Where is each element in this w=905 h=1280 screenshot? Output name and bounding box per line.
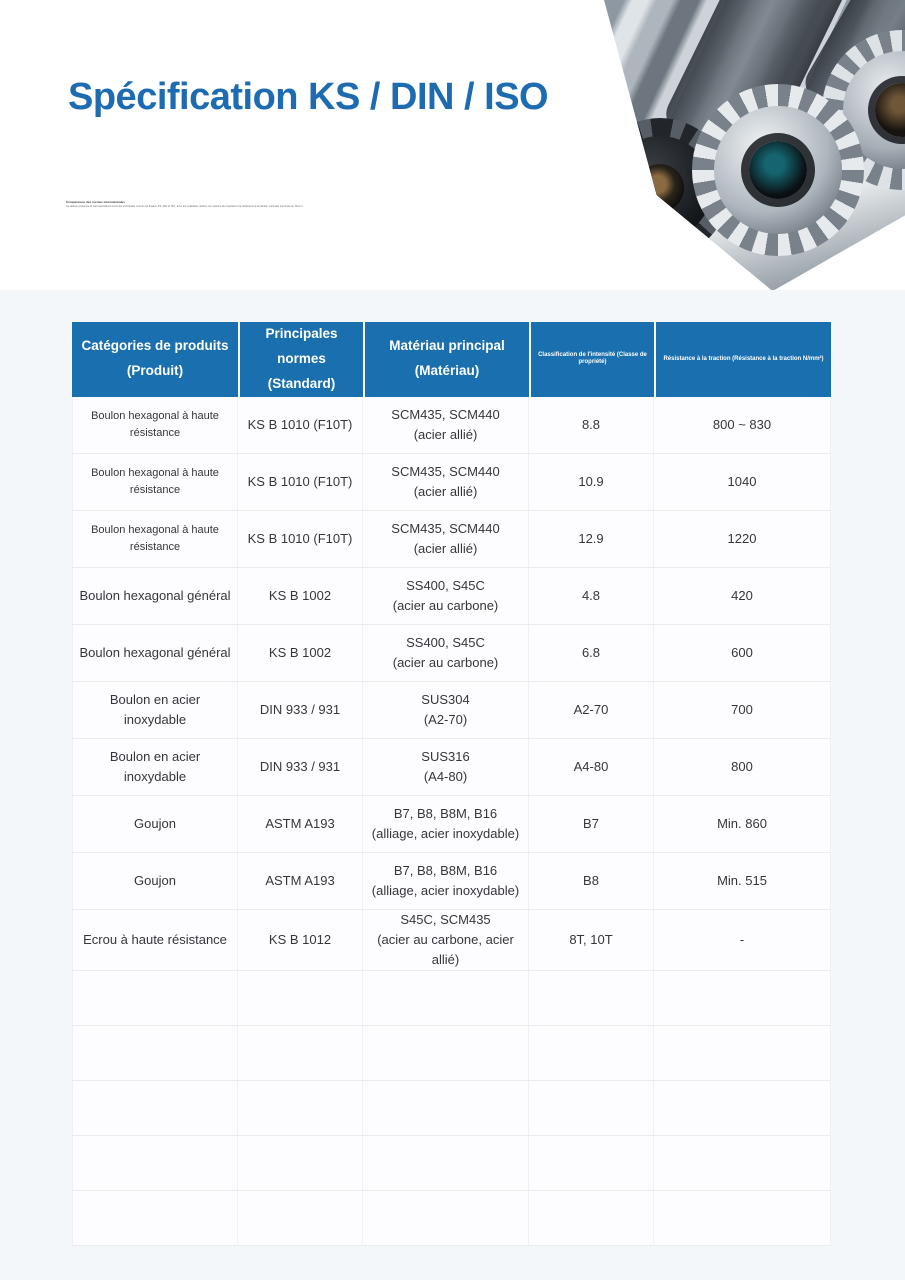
empty-row	[72, 1191, 831, 1246]
table-row	[72, 454, 831, 511]
col-header-product: Catégories de produits (Produit)	[72, 322, 238, 397]
cell-material: SUS304 (A2-70)	[363, 682, 529, 739]
empty-cell	[238, 1081, 363, 1136]
empty-cell	[529, 1136, 654, 1191]
empty-cell	[654, 971, 831, 1026]
empty-cell	[529, 1026, 654, 1081]
empty-cell	[529, 1081, 654, 1136]
cell-class: 8.8	[529, 397, 654, 454]
hero-section	[0, 0, 905, 290]
cell-standard: KS B 1012	[238, 910, 363, 971]
cell-standard: DIN 933 / 931	[238, 739, 363, 796]
table-row	[72, 739, 831, 796]
content-area	[0, 290, 905, 1280]
header-row	[72, 322, 831, 397]
table-row	[72, 682, 831, 739]
page-title: Spécification KS / DIN / ISO	[68, 76, 549, 118]
fine-print	[66, 200, 418, 209]
cell-material: SUS316 (A4-80)	[363, 739, 529, 796]
fine-print-body: Ce tableau présente la correspondance entre les principales normes de fixation KS, DIN et ISO, avec les matériaux utilisés, les classes de propriété et la résistance à la traction minimale exprimée en N/mm².	[66, 204, 304, 208]
empty-cell	[72, 1026, 238, 1081]
table-row	[72, 625, 831, 682]
cell-standard: DIN 933 / 931	[238, 682, 363, 739]
cell-tensile: 1220	[654, 511, 831, 568]
table-row	[72, 397, 831, 454]
table-row	[72, 910, 831, 971]
gear-hub	[749, 141, 808, 200]
cell-material: B7, B8, B8M, B16 (alliage, acier inoxydable)	[363, 796, 529, 853]
cell-category: Boulon hexagonal général	[72, 625, 238, 682]
empty-cell	[238, 1026, 363, 1081]
empty-cell	[363, 1136, 529, 1191]
cell-class: 6.8	[529, 625, 654, 682]
cell-material: SCM435, SCM440 (acier allié)	[363, 397, 529, 454]
empty-cell	[72, 1136, 238, 1191]
table-row	[72, 796, 831, 853]
col-header-material: Matériau principal (Matériau)	[363, 322, 529, 397]
cell-material: SCM435, SCM440 (acier allié)	[363, 511, 529, 568]
empty-cell	[363, 1191, 529, 1246]
cell-material: B7, B8, B8M, B16 (alliage, acier inoxydable)	[363, 853, 529, 910]
cell-standard: KS B 1002	[238, 568, 363, 625]
empty-cell	[654, 1136, 831, 1191]
cell-class: B8	[529, 853, 654, 910]
cell-category: Boulon en acier inoxydable	[72, 739, 238, 796]
empty-cell	[363, 971, 529, 1026]
cell-category: Boulon hexagonal à haute résistance	[72, 511, 238, 568]
empty-cell	[363, 1081, 529, 1136]
cell-standard: ASTM A193	[238, 853, 363, 910]
cell-class: B7	[529, 796, 654, 853]
cell-category: Goujon	[72, 796, 238, 853]
empty-row	[72, 1081, 831, 1136]
cell-tensile: 800 ~ 830	[654, 397, 831, 454]
empty-cell	[238, 1136, 363, 1191]
empty-row	[72, 1026, 831, 1081]
cell-category: Boulon hexagonal général	[72, 568, 238, 625]
cell-tensile: Min. 515	[654, 853, 831, 910]
gear-hub	[636, 164, 684, 212]
fine-print-heading: Comparaison des normes internationales	[66, 200, 126, 204]
cell-standard: KS B 1010 (F10T)	[238, 511, 363, 568]
empty-cell	[72, 1191, 238, 1246]
cell-class: 8T, 10T	[529, 910, 654, 971]
empty-row	[72, 1136, 831, 1191]
cell-standard: KS B 1010 (F10T)	[238, 397, 363, 454]
cell-material: S45C, SCM435 (acier au carbone, acier allié)	[363, 910, 529, 971]
cell-tensile: 1040	[654, 454, 831, 511]
cell-material: SS400, S45C (acier au carbone)	[363, 625, 529, 682]
empty-row	[72, 971, 831, 1026]
cell-category: Ecrou à haute résistance	[72, 910, 238, 971]
empty-cell	[654, 1081, 831, 1136]
spec-table	[72, 322, 831, 1246]
empty-cell	[529, 1191, 654, 1246]
empty-cell	[654, 1191, 831, 1246]
machinery-photo	[604, 0, 905, 291]
cell-tensile: 700	[654, 682, 831, 739]
col-header-class: Classification de l'intensité (Classe de propriété)	[529, 322, 654, 397]
cell-category: Boulon hexagonal à haute résistance	[72, 397, 238, 454]
empty-cell	[238, 1191, 363, 1246]
table-row	[72, 568, 831, 625]
cell-class: 10.9	[529, 454, 654, 511]
col-header-standard: Principales normes (Standard)	[238, 322, 363, 397]
cell-class: A2-70	[529, 682, 654, 739]
cell-standard: KS B 1010 (F10T)	[238, 454, 363, 511]
cell-tensile: 600	[654, 625, 831, 682]
table-row	[72, 511, 831, 568]
cell-class: A4-80	[529, 739, 654, 796]
cell-class: 4.8	[529, 568, 654, 625]
empty-cell	[238, 971, 363, 1026]
col-header-tensile: Résistance à la traction (Résistance à la traction N/mm²)	[654, 322, 831, 397]
cell-class: 12.9	[529, 511, 654, 568]
cell-tensile: 800	[654, 739, 831, 796]
cell-material: SS400, S45C (acier au carbone)	[363, 568, 529, 625]
table-row	[72, 853, 831, 910]
cell-category: Boulon hexagonal à haute résistance	[72, 454, 238, 511]
cell-tensile: -	[654, 910, 831, 971]
empty-cell	[529, 971, 654, 1026]
cell-category: Boulon en acier inoxydable	[72, 682, 238, 739]
cell-standard: KS B 1002	[238, 625, 363, 682]
cell-standard: ASTM A193	[238, 796, 363, 853]
cell-category: Goujon	[72, 853, 238, 910]
empty-cell	[72, 971, 238, 1026]
cell-material: SCM435, SCM440 (acier allié)	[363, 454, 529, 511]
empty-cell	[654, 1026, 831, 1081]
cell-tensile: Min. 860	[654, 796, 831, 853]
gear-icon-center	[692, 84, 864, 256]
empty-cell	[72, 1081, 238, 1136]
empty-cell	[363, 1026, 529, 1081]
cell-tensile: 420	[654, 568, 831, 625]
